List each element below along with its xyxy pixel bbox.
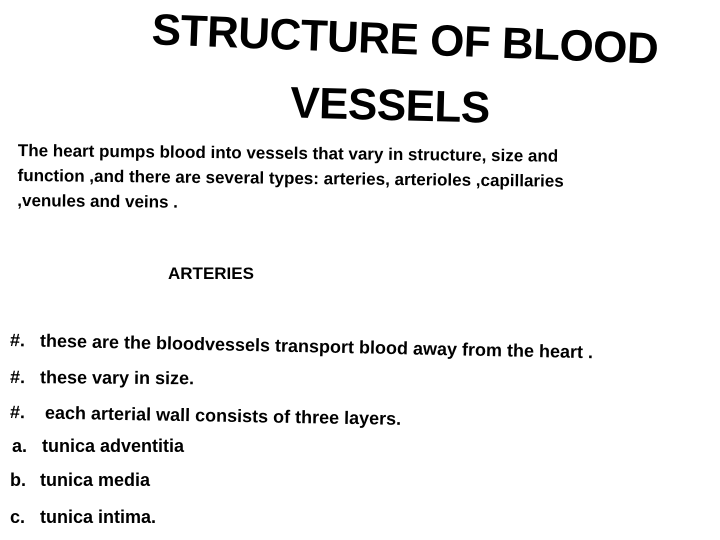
- list-item: [10, 470, 150, 491]
- intro-line: function ,and there are several types: arteries, arterioles ,capillaries: [17, 165, 564, 191]
- list-item-text: tunica intima.: [40, 507, 157, 527]
- list-item-marker: #.: [9, 367, 26, 388]
- page-title-line-2: VESSELS: [289, 78, 491, 133]
- intro-paragraph: [17, 138, 678, 220]
- section-heading-arteries: ARTERIES: [168, 264, 254, 283]
- list-item: [10, 402, 401, 430]
- list-item-text: tunica adventitia: [42, 436, 185, 456]
- list-item-marker: #.: [9, 330, 26, 351]
- list-item: [10, 330, 593, 363]
- list-item-text: these vary in size.: [39, 367, 195, 389]
- list-item-marker: a.: [12, 436, 28, 456]
- list-item-marker: b.: [10, 470, 26, 490]
- list-item: [10, 367, 194, 389]
- intro-line: ,venules and veins .: [17, 190, 179, 212]
- intro-line: The heart pumps blood into vessels that vary in structure, size and: [17, 140, 559, 166]
- list-item: [10, 507, 156, 528]
- list-item-text: these are the bloodvessels transport blood away from the heart .: [39, 330, 594, 363]
- page-title-line-1: STRUCTURE OF BLOOD: [150, 5, 660, 74]
- list-item-marker: c.: [10, 507, 26, 527]
- list-item-marker: #.: [9, 402, 26, 423]
- list-item-text: tunica media: [40, 470, 151, 490]
- list-item: [12, 436, 184, 457]
- list-item-text: each arterial wall consists of three layers.: [39, 402, 402, 429]
